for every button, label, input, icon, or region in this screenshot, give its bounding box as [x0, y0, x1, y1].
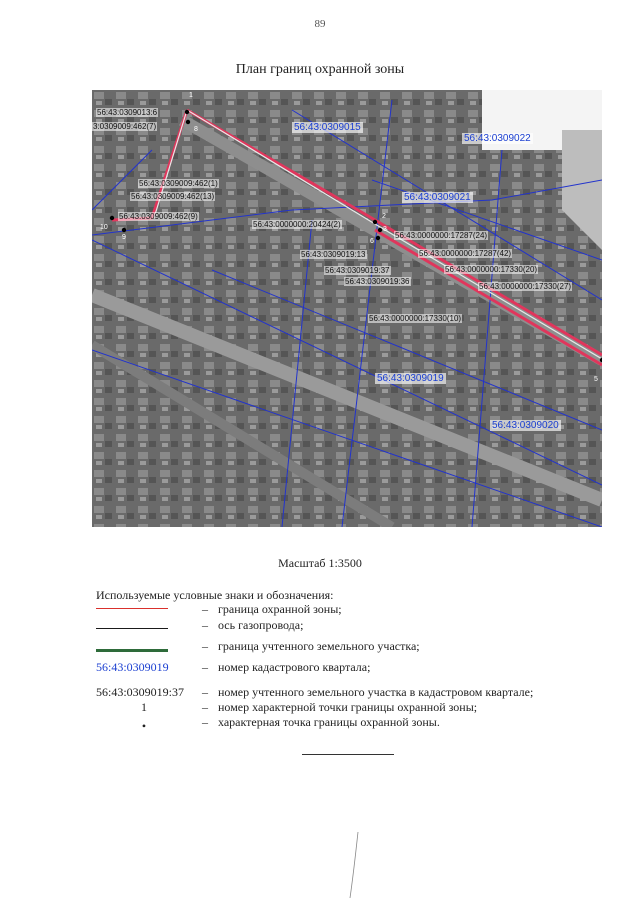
parcel-number-sample: 56:43:0309019:37 [96, 685, 185, 699]
black-line-symbol [96, 628, 168, 629]
legend-description: характерная точка границы охранной зоны. [218, 715, 440, 729]
legend-description: номер кадастрового квартала; [218, 660, 371, 674]
parcel-label: 3:0309009:462(7) [93, 122, 157, 131]
map-point-label: 8 [194, 126, 198, 133]
parcel-label: 56:43:0309009:462(13) [131, 192, 215, 201]
legend-description: граница охранной зоны; [218, 602, 342, 616]
legend-dash: – [202, 715, 208, 729]
dot-icon: • [141, 719, 147, 733]
legend-symbol [96, 618, 196, 634]
legend-title: Используемые условные знаки и обозначения: [96, 588, 334, 602]
red-line-symbol [96, 608, 168, 609]
map-point-label: 9 [122, 234, 126, 241]
parcel-label: 56:43:0000000:20424(2) [253, 220, 341, 229]
parcel-label: 56:43:0309019:37 [325, 266, 390, 275]
legend-symbol [96, 639, 196, 655]
parcel-label: 56:43:0000000:17287(24) [395, 231, 488, 240]
parcel-label: 56:43:0309009:462(1) [139, 179, 218, 188]
legend-dash: – [202, 660, 208, 674]
legend-symbol [96, 660, 196, 676]
legend-description: номер характерной точки границы охранной зоны; [218, 700, 478, 714]
parcel-label: 56:43:0000000:17330(20) [445, 265, 538, 274]
legend-dash: – [202, 602, 208, 616]
quarter-label: 56:43:0309015 [294, 122, 361, 133]
quarter-label: 56:43:0309020 [492, 420, 559, 431]
pen-mark [346, 830, 362, 900]
quarter-label: 56:43:0309021 [404, 192, 471, 203]
legend-dash: – [202, 685, 208, 699]
map-point-label: 6 [370, 238, 374, 245]
quarter-label: 56:43:0309022 [464, 133, 531, 144]
legend-dash: – [202, 639, 208, 653]
point-number-sample: 1 [141, 700, 147, 714]
page-number: 89 [314, 18, 326, 30]
legend-symbol [96, 602, 196, 618]
map-background [92, 90, 602, 527]
quarter-number-sample: 56:43:0309019 [96, 660, 169, 674]
parcel-label: 56:43:0309019:13 [301, 250, 366, 259]
legend-symbol [96, 700, 196, 716]
legend-symbol [96, 685, 196, 701]
signature-line [302, 754, 394, 755]
legend-symbol [96, 715, 196, 731]
parcel-label: 56:43:0309013:6 [97, 108, 158, 117]
map-scale: Масштаб 1:3500 [278, 556, 362, 570]
parcel-label: 56:43:0000000:17330(27) [479, 282, 572, 291]
legend-description: граница учтенного земельного участка; [218, 639, 420, 653]
page-title: План границ охранной зоны [235, 62, 405, 77]
map-point-label: 1 [189, 92, 193, 99]
map-point-label: 2 [382, 213, 386, 220]
legend-dash: – [202, 700, 208, 714]
parcel-label: 56:43:0309019:36 [345, 277, 410, 286]
aerial-map [92, 90, 602, 527]
quarter-label: 56:43:0309019 [377, 373, 444, 384]
map-point-label: 10 [100, 224, 108, 231]
parcel-label: 56:43:0309009:462(9) [119, 212, 198, 221]
legend-description: номер учтенного земельного участка в кадастровом квартале; [218, 685, 534, 699]
map-point-label: 5 [594, 376, 598, 383]
green-line-symbol [96, 649, 168, 652]
map-point-label: 3 [383, 226, 387, 233]
parcel-label: 56:43:0000000:17330(10) [369, 314, 462, 323]
legend-description: ось газопровода; [218, 618, 304, 632]
legend-dash: – [202, 618, 208, 632]
parcel-label: 56:43:0000000:17287(42) [419, 249, 512, 258]
